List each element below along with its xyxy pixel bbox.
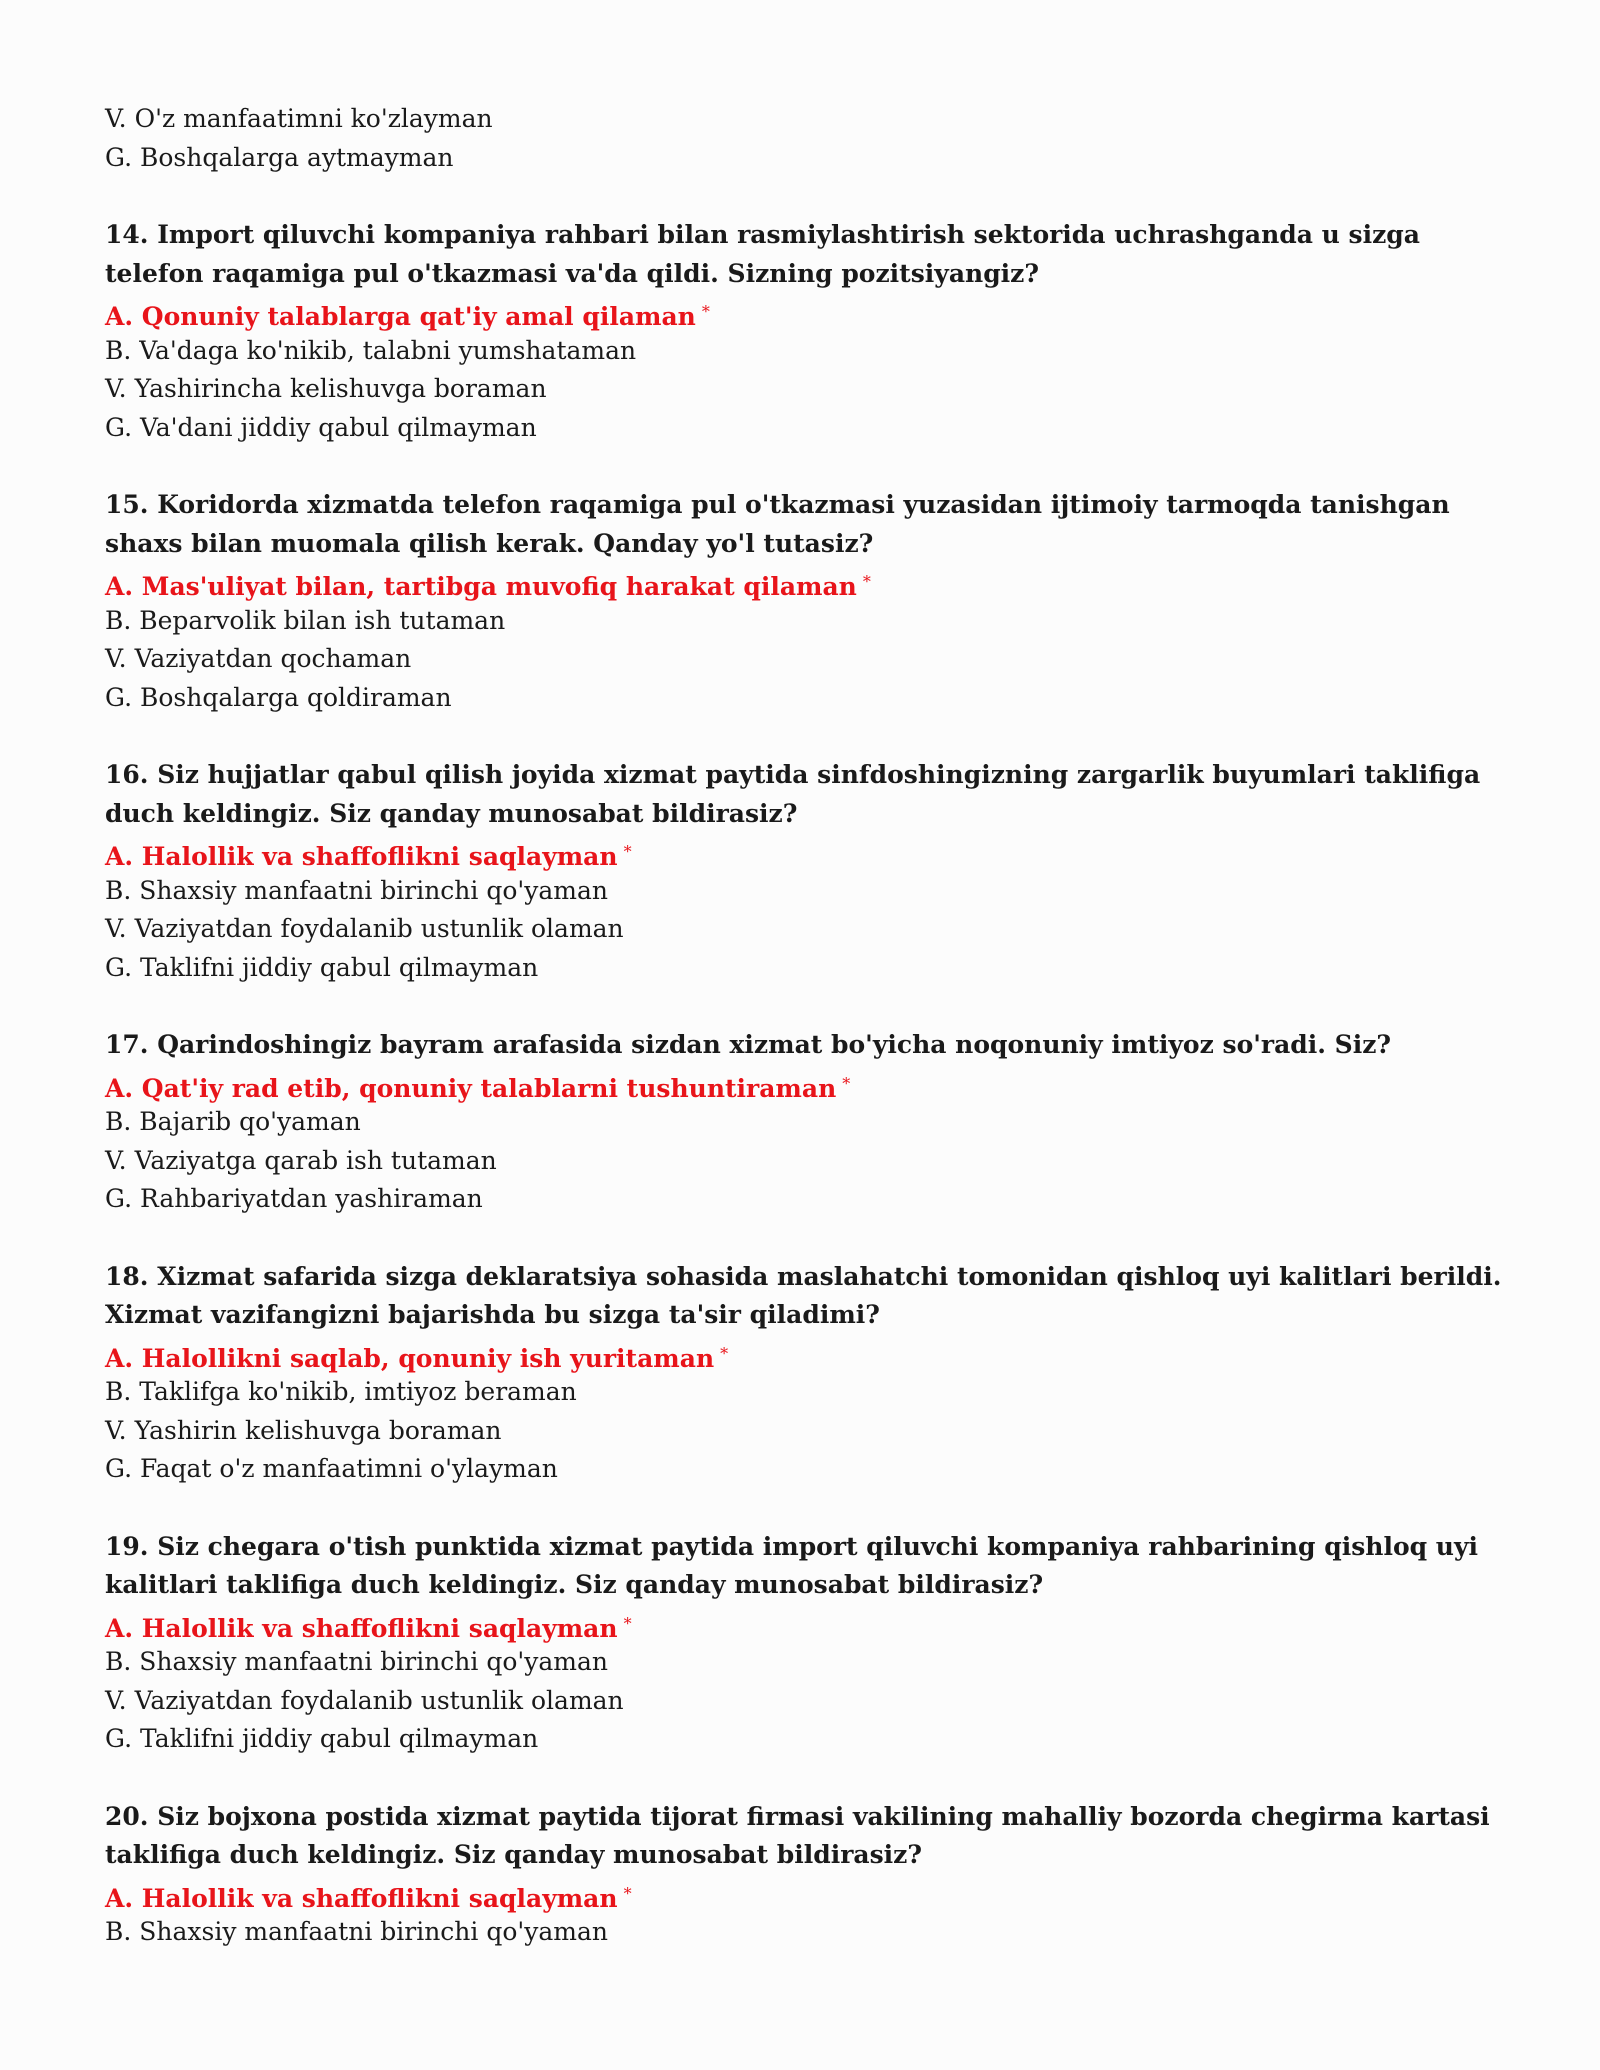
- correct-marker: *: [862, 572, 871, 591]
- answer-option: G. Taklifni jiddiy qabul qilmayman: [105, 1724, 539, 1753]
- correct-marker: *: [623, 1883, 632, 1903]
- correct-answer-label: A. Halollikni saqlab, qonuniy ish yuritaman: [105, 1343, 715, 1373]
- answer-option: V. Vaziyatga qarab ish tutaman: [105, 1145, 497, 1175]
- question-20: [105, 1798, 1525, 1952]
- question-14: [105, 216, 1525, 447]
- answer-option: V. Vaziyatdan foydalanib ustunlik olaman: [105, 1685, 624, 1715]
- question-text: 20. Siz bojxona postida xizmat paytida tijorat firmasi vakilining mahalliy bozorda chegirma kartasi taklifiga duch keldingiz. Siz qanday munosabat bildirasiz?: [105, 1801, 1490, 1869]
- answer-option: B. Beparvolik bilan ish tutaman: [105, 605, 506, 635]
- correct-marker: *: [623, 842, 632, 861]
- correct-answer: [105, 1875, 1525, 1914]
- question-text: 17. Qarindoshingiz bayram arafasida sizdan xizmat bo'yicha noqonuniy imtiyoz so'radi. Siz?: [105, 1030, 1392, 1059]
- correct-marker: *: [701, 302, 710, 321]
- correct-answer-label: A. Halollik va shaffoflikni saqlayman: [105, 1883, 618, 1913]
- question-19: [105, 1528, 1525, 1759]
- answer-option: V. Vaziyatdan qochaman: [105, 644, 412, 673]
- correct-answer: [105, 1065, 1525, 1104]
- correct-marker: *: [720, 1343, 729, 1363]
- question-text: 19. Siz chegara o'tish punktida xizmat paytida import qiluvchi kompaniya rahbarining qishloq uyi kalitlari taklifiga duch keldingiz. Siz qanday munosabat bildirasiz?: [105, 1531, 1478, 1599]
- correct-answer-label: A. Halollik va shaffoflikni saqlayman: [105, 842, 618, 871]
- answer-option: B. Va'daga ko'nikib, talabni yumshataman: [105, 335, 637, 365]
- correct-answer: [105, 293, 1525, 332]
- correct-answer-label: A. Halollik va shaffoflikni saqlayman: [105, 1613, 618, 1643]
- correct-answer-label: A. Mas'uliyat bilan, tartibga muvofiq harakat qilaman: [105, 572, 857, 601]
- correct-answer-label: A. Qonuniy talablarga qat'iy amal qilaman: [105, 302, 696, 331]
- question-17: [105, 1026, 1525, 1219]
- question-text: 16. Siz hujjatlar qabul qilish joyida xizmat paytida sinfdoshingizning zargarlik buyumlari taklifiga duch keldingiz. Siz qanday munosabat bildirasiz?: [105, 760, 1481, 828]
- document-page: [105, 100, 1525, 1952]
- question-text: 15. Koridorda xizmatda telefon raqamiga pul o'tkazmasi yuzasidan ijtimoiy tarmoqda tanishgan shaxs bilan muomala qilish kerak. Qanday yo'l tutasiz?: [105, 490, 1450, 558]
- answer-option: B. Taklifga ko'nikib, imtiyoz beraman: [105, 1377, 577, 1406]
- answer-option: G. Taklifni jiddiy qabul qilmayman: [105, 952, 539, 982]
- answer-option: G. Va'dani jiddiy qabul qilmayman: [105, 412, 537, 442]
- answer-option: B. Shaxsiy manfaatni birinchi qo'yaman: [105, 1647, 609, 1676]
- answer-option: G. Faqat o'z manfaatimni o'ylayman: [105, 1454, 558, 1483]
- answer-option: V. Vaziyatdan foydalanib ustunlik olaman: [105, 914, 624, 943]
- question-text: 18. Xizmat safarida sizga deklaratsiya sohasida maslahatchi tomonidan qishloq uyi kalitlari berildi. Xizmat vazifangizni bajarishda bu sizga ta'sir qiladimi?: [105, 1261, 1502, 1329]
- question-16: [105, 756, 1525, 987]
- question-15: [105, 486, 1525, 717]
- correct-marker: *: [623, 1613, 632, 1633]
- correct-answer: [105, 1605, 1525, 1644]
- answer-option: V. Yashirincha kelishuvga boraman: [105, 374, 547, 403]
- correct-answer: [105, 1335, 1525, 1374]
- answer-option: G. Rahbariyatdan yashiraman: [105, 1184, 483, 1213]
- answer-option: G. Boshqalarga qoldiraman: [105, 682, 452, 712]
- question-text: 14. Import qiluvchi kompaniya rahbari bilan rasmiylashtirish sektorida uchrashganda u sizga telefon raqamiga pul o'tkazmasi va'da qildi. Sizning pozitsiyangiz?: [105, 220, 1420, 288]
- question-18: [105, 1258, 1525, 1489]
- correct-answer-label: A. Qat'iy rad etib, qonuniy talablarni tushuntiraman: [105, 1073, 837, 1103]
- correct-answer: [105, 563, 1525, 602]
- answer-option: G. Boshqalarga aytmayman: [105, 142, 454, 172]
- answer-option: V. O'z manfaatimni ko'zlayman: [105, 104, 493, 133]
- answer-option: B. Shaxsiy manfaatni birinchi qo'yaman: [105, 875, 609, 905]
- answer-option: B. Shaxsiy manfaatni birinchi qo'yaman: [105, 1917, 609, 1946]
- correct-marker: *: [842, 1073, 851, 1093]
- answer-option: V. Yashirin kelishuvga boraman: [105, 1415, 502, 1445]
- leading-answers: [105, 100, 1525, 177]
- answer-option: B. Bajarib qo'yaman: [105, 1107, 361, 1136]
- correct-answer: [105, 833, 1525, 872]
